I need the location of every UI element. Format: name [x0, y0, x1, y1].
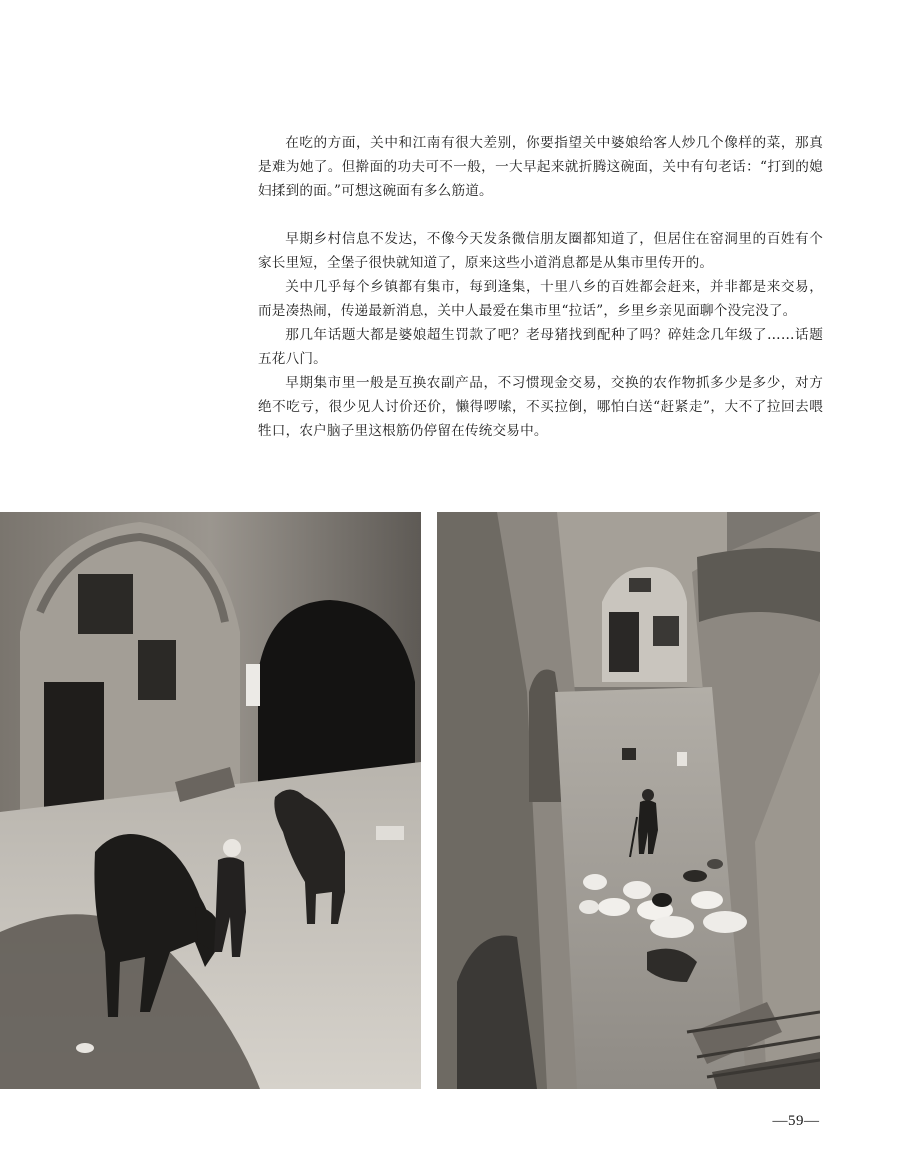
- photo-cave-courtyard-cattle-image: [0, 512, 421, 1089]
- article-paragraph: 早期乡村信息不发达，不像今天发条微信朋友圈都知道了，但居住在窑洞里的百姓有个家长里短，全堡子很快就知道了，原来这些小道消息都是从集市里传开的。: [258, 231, 823, 271]
- photo-sunken-courtyard-sheep: [437, 512, 820, 1089]
- article-body: [258, 131, 823, 443]
- article-paragraph: 在吃的方面，关中和江南有很大差别，你要指望关中婆娘给客人炒几个像样的菜，那真是难为她了。但擀面的功夫可不一般，一大早起来就折腾这碗面，关中有句老话：“打到的媳妇揉到的面。”可想这碗面有多么筋道。: [258, 135, 823, 199]
- page-number: —59—: [772, 1113, 820, 1129]
- photo-sunken-courtyard-sheep-image: [437, 512, 820, 1089]
- article-paragraph: 关中几乎每个乡镇都有集市，每到逢集，十里八乡的百姓都会赶来，并非都是来交易，而是凑热闹，传递最新消息，关中人最爱在集市里“拉话”，乡里乡亲见面聊个没完没了。: [258, 279, 823, 319]
- article-paragraph: 早期集市里一般是互换农副产品，不习惯现金交易，交换的农作物抓多少是多少，对方绝不吃亏，很少见人讨价还价，懒得啰嗦，不买拉倒，哪怕白送“赶紧走”，大不了拉回去喂牲口，农户脑子里这根筋仍停留在传统交易中。: [258, 375, 823, 439]
- photo-cave-courtyard-cattle: [0, 512, 421, 1089]
- article-paragraph: 那几年话题大都是婆娘超生罚款了吧？老母猪找到配种了吗？碎娃念几年级了……话题五花八门。: [258, 327, 823, 367]
